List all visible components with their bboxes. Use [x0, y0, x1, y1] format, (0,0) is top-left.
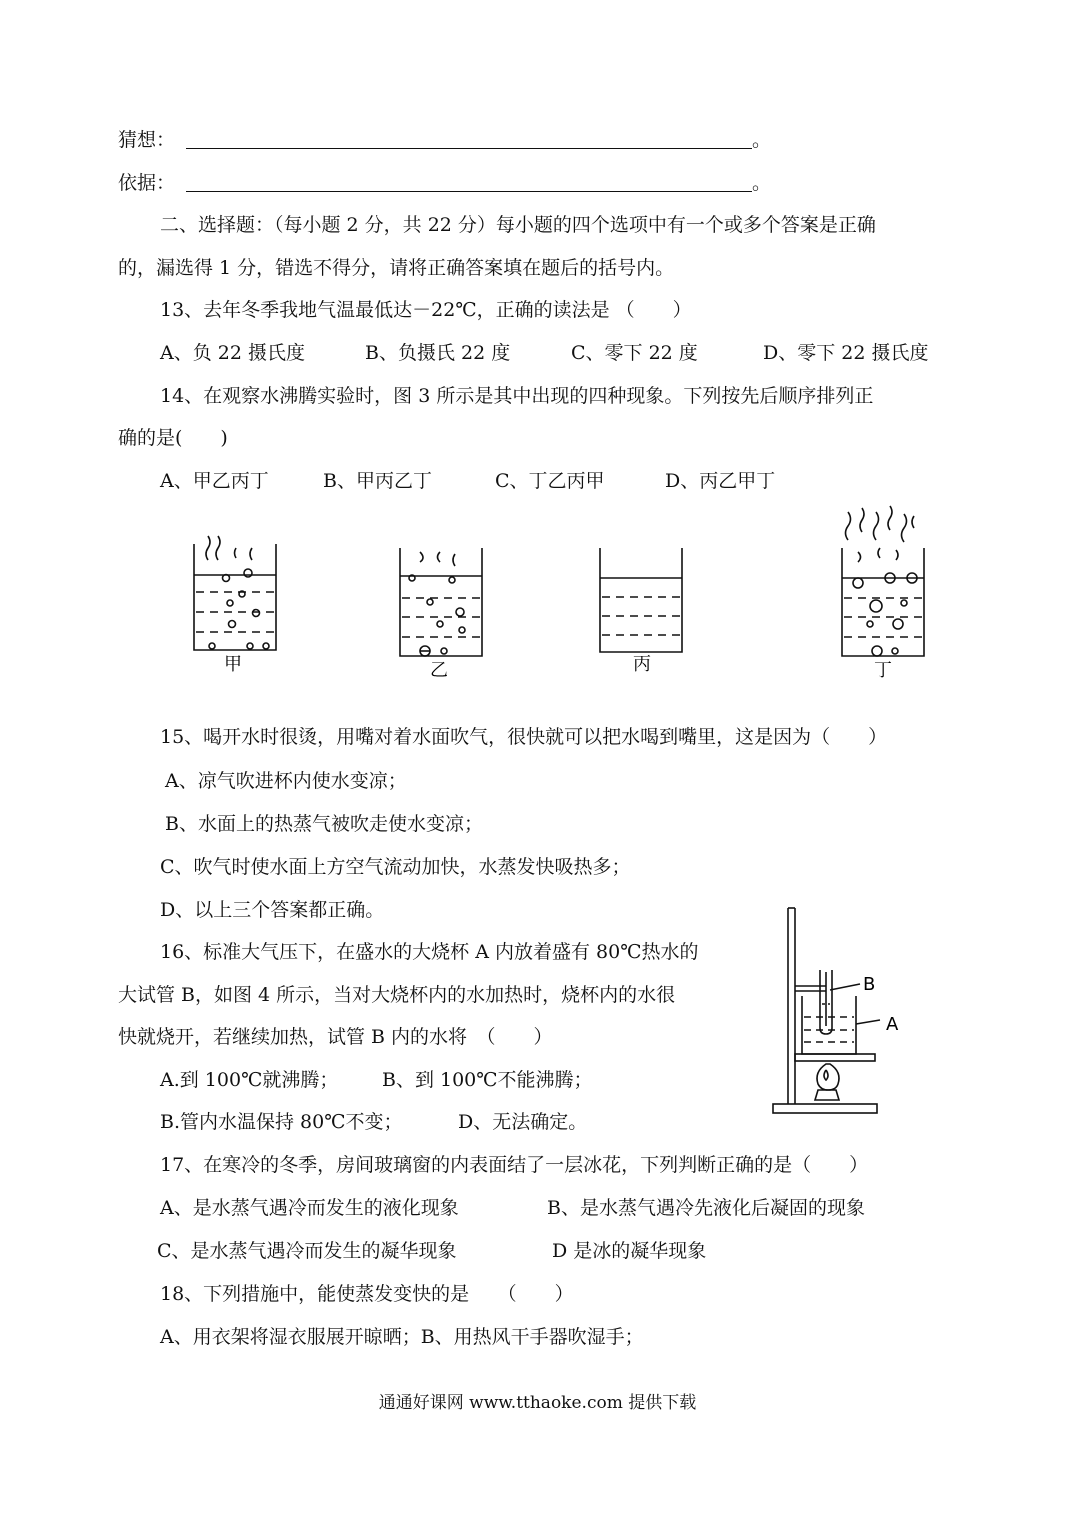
- q13-option-c[interactable]: C、零下 22 度: [571, 342, 698, 364]
- beaker-label-bing: 丙: [633, 654, 651, 675]
- basis-label: 依据：: [118, 172, 176, 194]
- q18-options-line[interactable]: A、用衣架将湿衣服展开晾晒；B、用热风干手器吹湿手；: [160, 1326, 644, 1348]
- section2-instruction-line2: 的，漏选得 1 分，错选不得分，请将正确答案填在题后的括号内。: [118, 257, 675, 279]
- q15-option-a[interactable]: A、凉气吹进杯内使水变凉；: [165, 770, 407, 792]
- q17-option-d[interactable]: D 是冰的凝华现象: [552, 1240, 707, 1262]
- q17-option-c[interactable]: C、是水蒸气遇冷而发生的凝华现象: [157, 1240, 457, 1262]
- beaker-label-ding: 丁: [874, 660, 892, 681]
- q14-stem-line1: 14、在观察水沸腾实验时，图 3 所示是其中出现的四种现象。下列按先后顺序排列正: [160, 385, 874, 407]
- beaker-label-jia: 甲: [224, 654, 242, 675]
- q14-option-b[interactable]: B、甲丙乙丁: [323, 470, 432, 492]
- q16-option-c[interactable]: B.管内水温保持 80℃不变；: [160, 1111, 403, 1133]
- page-footer: 通通好课网 www.tthaoke.com 提供下载: [378, 1393, 697, 1413]
- q13-option-b[interactable]: B、负摄氏 22 度: [365, 342, 511, 364]
- q14-stem-line2: 确的是( ): [118, 427, 228, 449]
- q17-option-b[interactable]: B、是水蒸气遇冷先液化后凝固的现象: [547, 1197, 865, 1219]
- q16-stem-line3: 快就烧开，若继续加热，试管 B 内的水将 （ ）: [118, 1026, 553, 1048]
- figure4-label-a: A: [886, 1014, 899, 1035]
- stand-base: [773, 1104, 877, 1113]
- section2-instruction-line1: 二、选择题：（每小题 2 分，共 22 分）每小题的四个选项中有一个或多个答案是正确: [160, 214, 876, 236]
- q14-option-a[interactable]: A、甲乙丙丁: [160, 470, 269, 492]
- q15-option-c[interactable]: C、吹气时使水面上方空气流动加快，水蒸发快吸热多；: [160, 856, 631, 878]
- q18-stem: 18、下列措施中，能使蒸发变快的是 （ ）: [160, 1283, 574, 1305]
- q16-option-a[interactable]: A.到 100℃就沸腾；: [160, 1069, 339, 1091]
- q16-stem-line1: 16、标准大气压下，在盛水的大烧杯 A 内放着盛有 80℃热水的: [160, 941, 699, 963]
- q13-option-d[interactable]: D、零下 22 摄氏度: [763, 342, 929, 364]
- q16-option-d[interactable]: D、无法确定。: [458, 1111, 588, 1133]
- guess-end: 。: [752, 129, 772, 151]
- q14-option-c[interactable]: C、丁乙丙甲: [495, 470, 605, 492]
- q16-option-b[interactable]: B、到 100℃不能沸腾；: [382, 1069, 593, 1091]
- q17-stem: 17、在寒冷的冬季，房间玻璃窗的内表面结了一层冰花，下列判断正确的是（ ）: [160, 1154, 869, 1176]
- q15-option-b[interactable]: B、水面上的热蒸气被吹走使水变凉；: [165, 813, 483, 835]
- support-ring: [795, 1054, 875, 1061]
- figure4-label-b: B: [863, 974, 876, 995]
- basis-end: 。: [752, 172, 772, 194]
- q14-option-d[interactable]: D、丙乙甲丁: [665, 470, 776, 492]
- q13-stem: 13、去年冬季我地气温最低达－22℃，正确的读法是 （ ）: [160, 299, 692, 321]
- q15-stem: 15、喝开水时很烫，用嘴对着水面吹气，很快就可以把水喝到嘴里，这是因为（ ）: [160, 726, 888, 748]
- q13-option-a[interactable]: A、负 22 摄氏度: [160, 342, 305, 364]
- beaker-label-yi: 乙: [430, 660, 448, 681]
- q17-option-a[interactable]: A、是水蒸气遇冷而发生的液化现象: [160, 1197, 459, 1219]
- guess-label: 猜想：: [118, 129, 176, 151]
- q16-stem-line2: 大试管 B，如图 4 所示，当对大烧杯内的水加热时，烧杯内的水很: [118, 984, 676, 1006]
- q15-option-d[interactable]: D、以上三个答案都正确。: [160, 899, 385, 921]
